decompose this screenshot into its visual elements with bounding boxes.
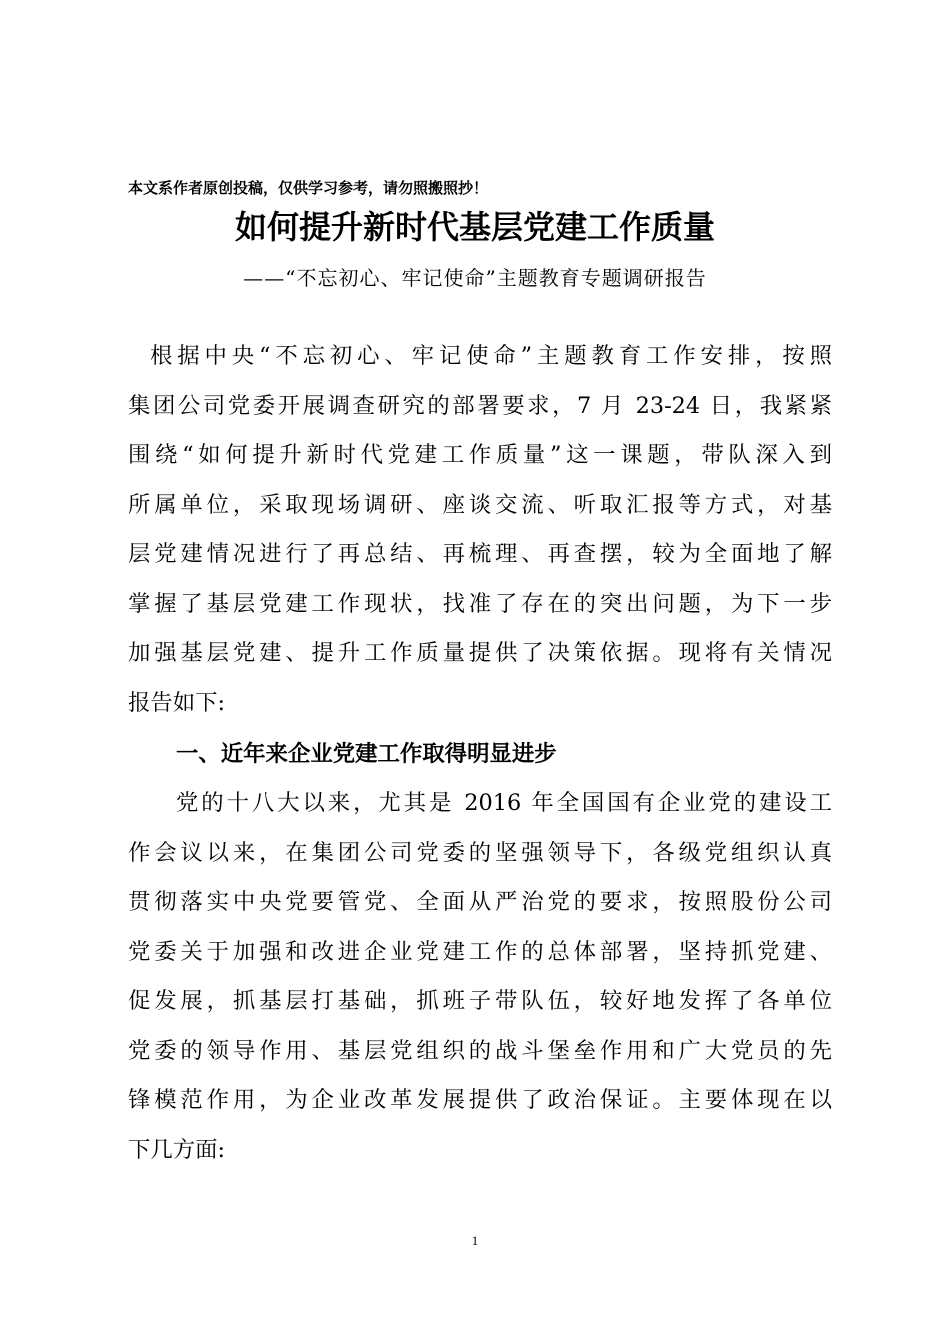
paragraph-line: 掌握了基层党建工作现状，找准了存在的突出问题，为下一步 (128, 590, 832, 617)
paragraph-line: 所属单位，采取现场调研、座谈交流、听取汇报等方式，对基 (128, 491, 832, 518)
paragraph-line: 围绕“如何提升新时代党建工作质量”这一课题，带队深入到 (128, 442, 832, 468)
section1-paragraph (128, 779, 832, 1175)
section-heading: 一、近年来企业党建工作取得明显进步 (176, 741, 557, 767)
paragraph-line: 党委的领导作用、基层党组织的战斗堡垒作用和广大党员的先 (128, 1037, 832, 1064)
paragraph-line: 根据中央“不忘初心、牢记使命”主题教育工作安排，按照 (150, 343, 832, 369)
document-title: 如何提升新时代基层党建工作质量 (234, 208, 715, 246)
paragraph-line: 报告如下: (128, 689, 226, 716)
paragraph-line: 贯彻落实中央党要管党、全面从严治党的要求，按照股份公司 (128, 889, 832, 915)
paragraph-line: 集团公司党委开展调查研究的部署要求，7 月 23-24 日，我紧紧 (128, 392, 832, 419)
page-number: 1 (471, 1233, 479, 1248)
paragraph-line: 下几方面: (128, 1136, 226, 1163)
paragraph-line: 促发展，抓基层打基础，抓班子带队伍，较好地发挥了各单位 (128, 988, 832, 1014)
paragraph-line: 作会议以来，在集团公司党委的坚强领导下，各级党组织认真 (128, 839, 832, 866)
paragraph-line: 加强基层党建、提升工作质量提供了决策依据。现将有关情况 (128, 640, 832, 666)
copyright-notice: 本文系作者原创投稿，仅供学习参考，请勿照搬照抄！ (128, 179, 489, 197)
paragraph-line: 层党建情况进行了再总结、再梳理、再查摆，较为全面地了解 (128, 541, 832, 567)
intro-paragraph (128, 332, 832, 728)
paragraph-line: 锋模范作用，为企业改革发展提供了政治保证。主要体现在以 (128, 1087, 832, 1113)
document-subtitle: ——“不忘初心、牢记使命”主题教育专题调研报告 (243, 266, 707, 290)
paragraph-line: 党的十八大以来，尤其是 2016 年全国国有企业党的建设工 (176, 790, 832, 816)
paragraph-line: 党委关于加强和改进企业党建工作的总体部署，坚持抓党建、 (128, 938, 832, 965)
